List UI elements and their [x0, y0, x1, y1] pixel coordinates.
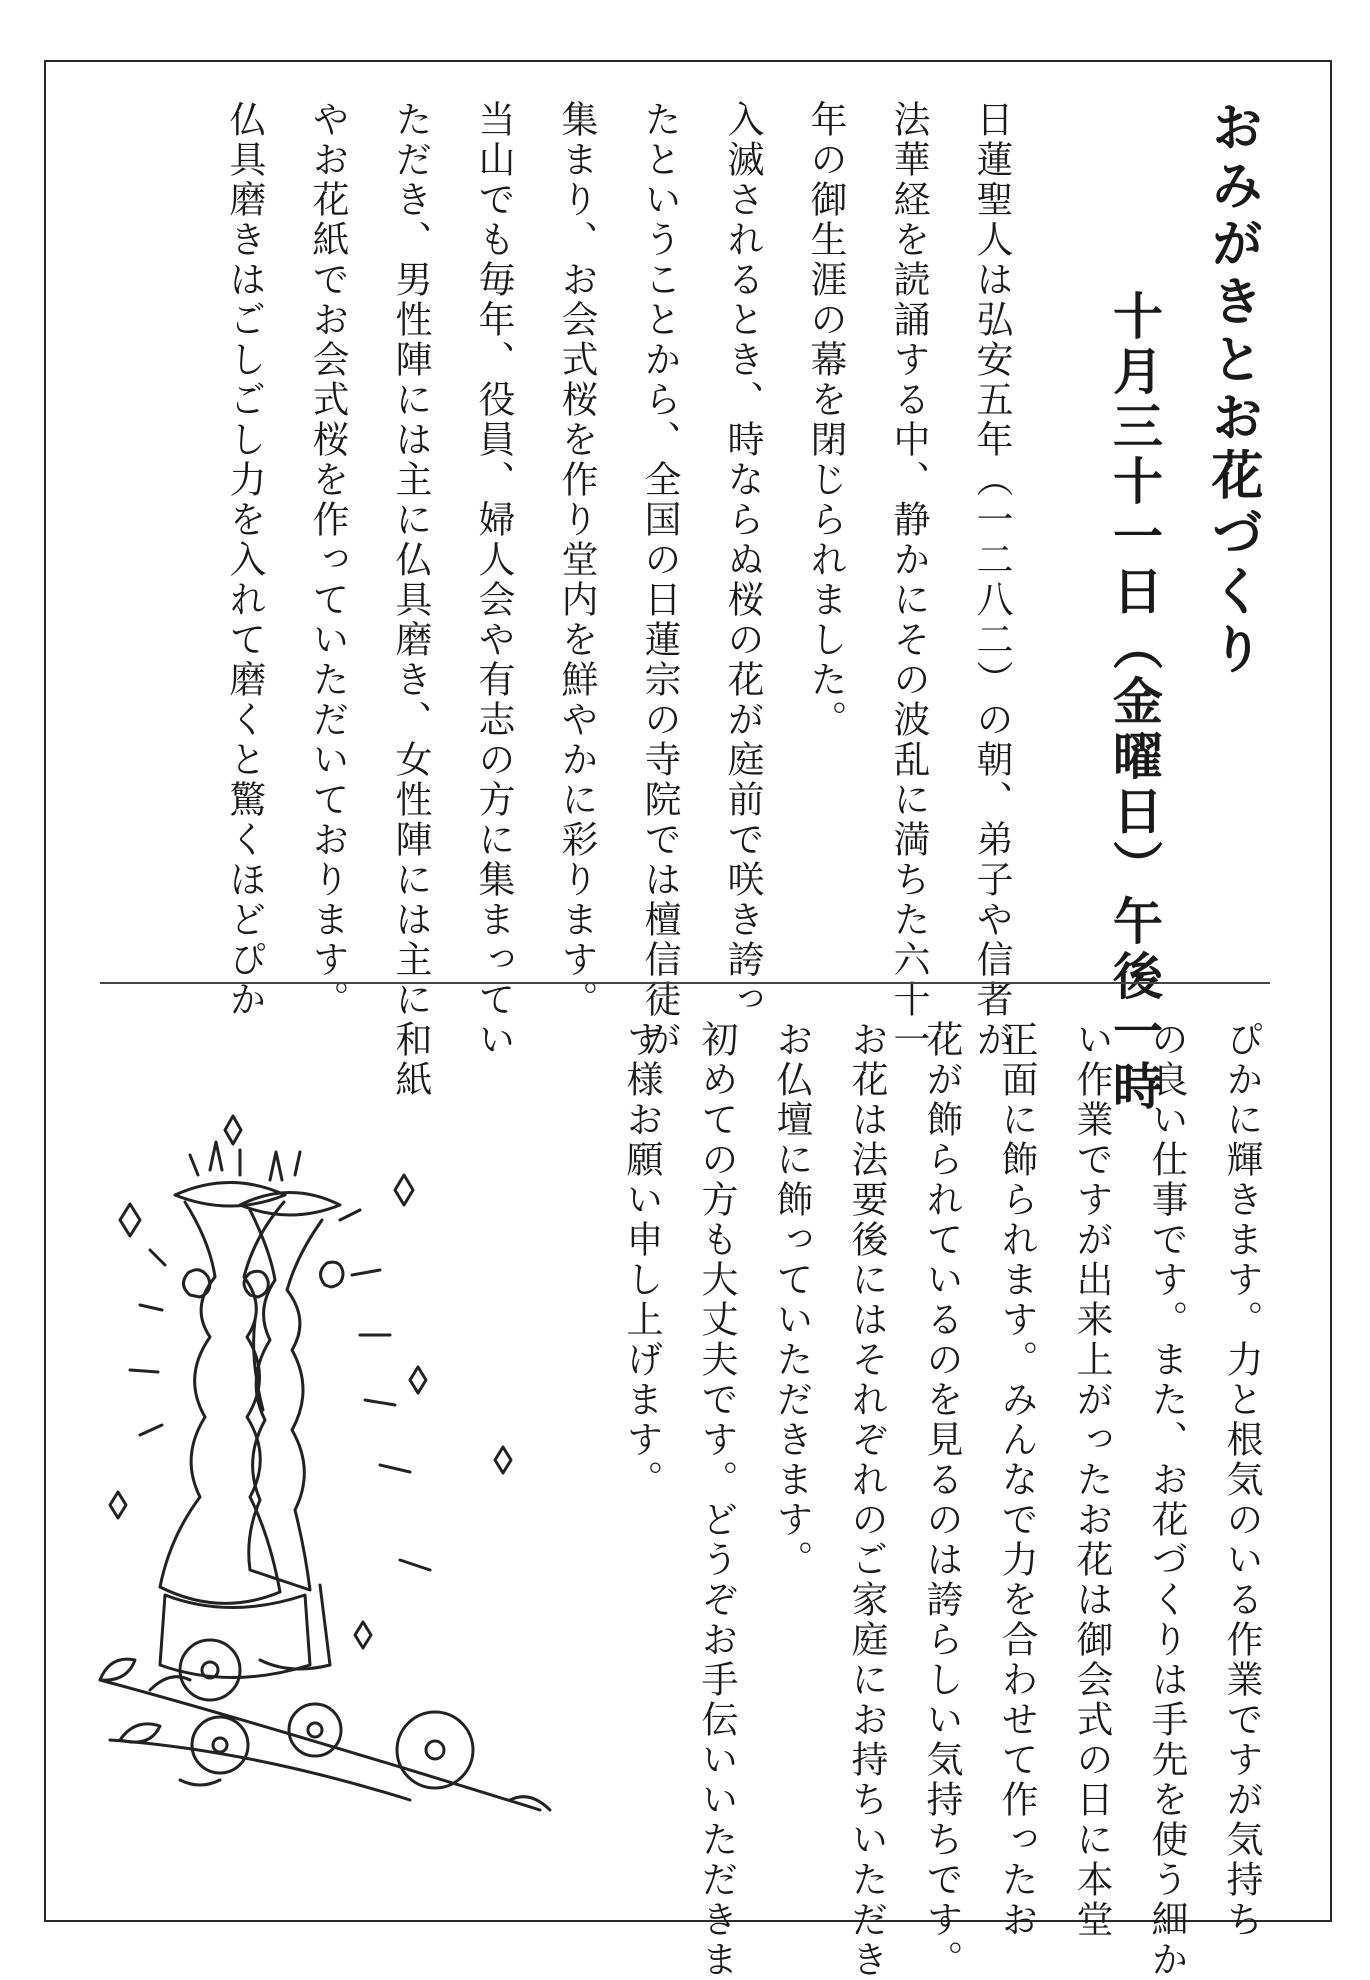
ornament-icons — [183, 1262, 343, 1410]
page-title: おみがきとお花づくり — [1202, 100, 1263, 680]
bottom-text-line-5: 花が飾られているのを見るのは誇らしい気持ちです。 — [920, 1020, 963, 1980]
top-text-line-10: 仏具磨きはごしごし力を入れて磨くと驚くほどぴか — [223, 100, 266, 1020]
top-text-line-6: 集まり、お会式桜を作り堂内を鮮やかに彩ります。 — [555, 100, 598, 1020]
bottom-text-line-2: の良い仕事です。また、お花づくりは手先を使う細か — [1145, 1020, 1188, 1980]
section-divider — [100, 982, 1270, 984]
bottom-text-line-1: ぴかに輝きます。力と根気のいる作業ですが気持ち — [1220, 1020, 1263, 1940]
bottom-text-line-6: お花は法要後にはそれぞれのご家庭にお持ちいただき — [845, 1020, 888, 1980]
bottom-text-line-3: い作業ですが出来上がったお花は御会式の日に本堂 — [1070, 1020, 1113, 1940]
bottom-text-line-4: 正面に飾られます。みんなで力を合わせて作ったお — [995, 1020, 1038, 1940]
event-date: 十月三十一日（金曜日）午後一時 — [1105, 290, 1164, 1115]
top-text-line-1: 日蓮聖人は弘安五年（一二八二）の朝、弟子や信者が — [970, 100, 1013, 1060]
light-rays — [130, 1150, 430, 1570]
top-text-line-3: 年の御生涯の幕を閉じられました。 — [804, 100, 847, 740]
top-text-line-5: たということから、全国の日蓮宗の寺院では檀信徒が — [638, 100, 681, 1060]
bottom-text-line-9: す様お願い申し上げます。 — [620, 1020, 663, 1500]
bottom-text-line-7: お仏壇に飾っていただきます。 — [770, 1020, 813, 1580]
top-text-line-4: 入滅されるとき、時ならぬ桜の花が庭前で咲き誇っ — [721, 100, 764, 1020]
top-section — [170, 90, 1270, 1115]
candlestick-left — [160, 1142, 310, 1678]
candlestick-right — [240, 1152, 340, 1669]
top-text-line-2: 法華経を読誦する中、静かにその波乱に満ちた六十一 — [887, 100, 930, 1060]
top-text-line-8: ただき、男性陣には主に仏具磨き、女性陣には主に和紙 — [389, 100, 432, 1100]
candlesticks-and-flowers-icon — [90, 1040, 610, 1860]
top-text-line-7: 当山でも毎年、役員、婦人会や有志の方に集まってい — [472, 100, 515, 1060]
bottom-text-line-8: 初めての方も大丈夫です。どうぞお手伝いいただきま — [695, 1020, 738, 1980]
top-text-line-9: やお花紙でお会式桜を作っていただいております。 — [306, 100, 349, 1020]
